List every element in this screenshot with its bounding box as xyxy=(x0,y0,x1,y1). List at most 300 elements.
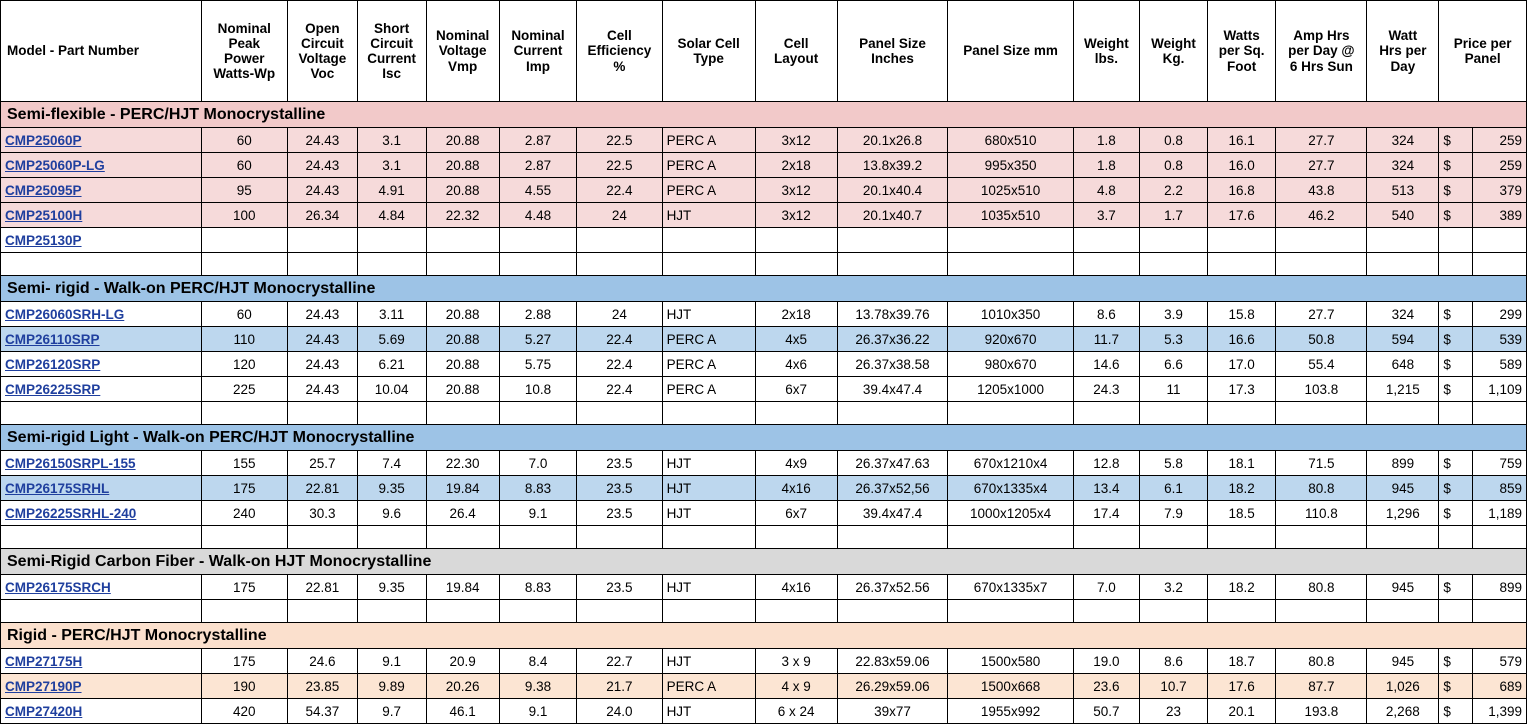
cell-value: 240 xyxy=(201,501,287,526)
section-title: Rigid - PERC/HJT Monocrystalline xyxy=(1,623,1527,649)
cell-value: 4.55 xyxy=(499,178,577,203)
column-header-line: Cell xyxy=(783,35,809,51)
cell-value: 22.83x59.06 xyxy=(837,649,948,674)
column-header-line: Foot xyxy=(1226,58,1257,74)
cell-value: 1,296 xyxy=(1367,501,1439,526)
cell-value: 26.4 xyxy=(426,501,499,526)
spacer-cell xyxy=(1367,253,1439,276)
spacer-cell xyxy=(1073,526,1139,549)
cell-value: 5.75 xyxy=(499,352,577,377)
cell-value: 60 xyxy=(201,128,287,153)
cell-value: 23.6 xyxy=(1073,674,1139,699)
price-value: 589 xyxy=(1472,352,1526,377)
cell-value: 18.7 xyxy=(1207,649,1276,674)
cell-value: 2x18 xyxy=(755,302,837,327)
cell-value: 26.29x59.06 xyxy=(837,674,948,699)
cell-value: 22.7 xyxy=(577,649,662,674)
currency-symbol: $ xyxy=(1439,327,1472,352)
column-header-16 xyxy=(1439,1,1527,102)
cell-value: 24.6 xyxy=(288,649,358,674)
cell-value xyxy=(288,228,358,253)
cell-value: 87.7 xyxy=(1276,674,1367,699)
spacer-cell xyxy=(1439,600,1472,623)
cell-value: 16.1 xyxy=(1207,128,1276,153)
spacer-cell xyxy=(1073,600,1139,623)
table-row xyxy=(1,178,1527,203)
cell-value: 24 xyxy=(577,203,662,228)
spacer-cell xyxy=(837,600,948,623)
table-body xyxy=(1,102,1527,724)
section-title: Semi-flexible - PERC/HJT Monocrystalline xyxy=(1,102,1527,128)
price-value: 539 xyxy=(1472,327,1526,352)
spacer-cell xyxy=(1,253,202,276)
cell-value: 1,215 xyxy=(1367,377,1439,402)
cell-value: 24.43 xyxy=(288,327,358,352)
table-row xyxy=(1,327,1527,352)
cell-value: 2.88 xyxy=(499,302,577,327)
cell-value: 50.8 xyxy=(1276,327,1367,352)
column-header-line: Model - Part Number xyxy=(7,43,140,59)
cell-value: 9.35 xyxy=(357,476,426,501)
cell-value: HJT xyxy=(662,203,755,228)
column-header-2 xyxy=(288,1,358,102)
currency-symbol: $ xyxy=(1439,575,1472,600)
cell-value: 60 xyxy=(201,302,287,327)
cell-value: 11 xyxy=(1140,377,1208,402)
cell-value: 670x1335x4 xyxy=(948,476,1073,501)
table-row xyxy=(1,699,1527,724)
cell-value: 18.1 xyxy=(1207,451,1276,476)
model-part-number-link[interactable]: CMP26175SRCH xyxy=(1,575,202,600)
cell-value: 26.37x52,56 xyxy=(837,476,948,501)
cell-value: 190 xyxy=(201,674,287,699)
column-header-line: Imp xyxy=(525,58,550,74)
spacer-cell xyxy=(288,600,358,623)
currency-symbol: $ xyxy=(1439,352,1472,377)
cell-value: 23 xyxy=(1140,699,1208,724)
cell-value: 2.87 xyxy=(499,153,577,178)
column-header-line: Nominal xyxy=(217,20,271,36)
cell-value: 8.83 xyxy=(499,476,577,501)
cell-value: 680x510 xyxy=(948,128,1073,153)
column-header-line: Current xyxy=(367,51,417,66)
cell-value xyxy=(755,228,837,253)
cell-value: 3.2 xyxy=(1140,575,1208,600)
section-title: Semi-Rigid Carbon Fiber - Walk-on HJT Monocrystalline xyxy=(1,549,1527,575)
currency-symbol: $ xyxy=(1439,649,1472,674)
cell-value: 20.26 xyxy=(426,674,499,699)
spacer-row xyxy=(1,253,1527,276)
column-header-line: Panel Size mm xyxy=(963,43,1058,59)
spacer-cell xyxy=(577,402,662,425)
spacer-cell xyxy=(357,253,426,276)
cell-value: 80.8 xyxy=(1276,575,1367,600)
cell-value: 15.8 xyxy=(1207,302,1276,327)
cell-value: 20.9 xyxy=(426,649,499,674)
cell-value: 155 xyxy=(201,451,287,476)
currency-symbol: $ xyxy=(1439,377,1472,402)
cell-value: 19.84 xyxy=(426,476,499,501)
spacer-cell xyxy=(426,402,499,425)
column-header-4 xyxy=(426,1,499,102)
cell-value: 9.1 xyxy=(499,699,577,724)
cell-value: 4x6 xyxy=(755,352,837,377)
cell-value: 24.0 xyxy=(577,699,662,724)
spacer-cell xyxy=(288,526,358,549)
spacer-cell xyxy=(1140,402,1208,425)
cell-value xyxy=(1207,228,1276,253)
model-part-number-link[interactable]: CMP27175H xyxy=(1,649,202,674)
cell-value: 980x670 xyxy=(948,352,1073,377)
cell-value: 22.32 xyxy=(426,203,499,228)
cell-value: 46.1 xyxy=(426,699,499,724)
currency-symbol: $ xyxy=(1439,203,1472,228)
cell-value: 1,026 xyxy=(1367,674,1439,699)
cell-value: 995x350 xyxy=(948,153,1073,178)
column-header-13 xyxy=(1207,1,1276,102)
cell-value: HJT xyxy=(662,302,755,327)
column-header-6 xyxy=(577,1,662,102)
cell-value: 540 xyxy=(1367,203,1439,228)
cell-value: 420 xyxy=(201,699,287,724)
model-part-number-link[interactable]: CMP25130P xyxy=(1,228,202,253)
cell-value: 8.6 xyxy=(1140,649,1208,674)
cell-value: 1.8 xyxy=(1073,153,1139,178)
cell-value: 6.6 xyxy=(1140,352,1208,377)
column-header-line: % xyxy=(613,58,626,74)
cell-value xyxy=(837,228,948,253)
price-value: 759 xyxy=(1472,451,1526,476)
spacer-cell xyxy=(1,600,202,623)
cell-value: 110.8 xyxy=(1276,501,1367,526)
spacer-cell xyxy=(1472,600,1526,623)
cell-value: 27.7 xyxy=(1276,302,1367,327)
cell-value: 1000x1205x4 xyxy=(948,501,1073,526)
column-header-line: Isc xyxy=(382,66,402,82)
spacer-cell xyxy=(357,402,426,425)
spacer-cell xyxy=(426,600,499,623)
cell-value: 10.04 xyxy=(357,377,426,402)
spacer-cell xyxy=(577,600,662,623)
cell-value: 9.38 xyxy=(499,674,577,699)
cell-value: 20.1 xyxy=(1207,699,1276,724)
price-value: 1,109 xyxy=(1472,377,1526,402)
cell-value: 23.5 xyxy=(577,451,662,476)
cell-value: 20.88 xyxy=(426,352,499,377)
spacer-cell xyxy=(1207,600,1276,623)
cell-value xyxy=(499,228,577,253)
cell-value: 22.5 xyxy=(577,153,662,178)
cell-value: 175 xyxy=(201,649,287,674)
spacer-cell xyxy=(837,402,948,425)
spacer-cell xyxy=(288,402,358,425)
model-part-number-link[interactable]: CMP25095P xyxy=(1,178,202,203)
table-header xyxy=(1,1,1527,102)
currency-symbol xyxy=(1439,228,1472,253)
section-title: Semi-rigid Light - Walk-on PERC/HJT Monocrystalline xyxy=(1,425,1527,451)
model-part-number-link[interactable]: CMP27190P xyxy=(1,674,202,699)
spacer-cell xyxy=(201,402,287,425)
spacer-row xyxy=(1,526,1527,549)
cell-value: 16.8 xyxy=(1207,178,1276,203)
cell-value: 7.0 xyxy=(1073,575,1139,600)
spacer-cell xyxy=(426,526,499,549)
cell-value: 2.2 xyxy=(1140,178,1208,203)
section-header-row xyxy=(1,425,1527,451)
cell-value: 10.8 xyxy=(499,377,577,402)
price-value: 1,399 xyxy=(1472,699,1526,724)
cell-value: PERC A xyxy=(662,128,755,153)
cell-value: 2.87 xyxy=(499,128,577,153)
column-header-line: Weight xyxy=(1151,35,1196,51)
cell-value: HJT xyxy=(662,451,755,476)
spacer-cell xyxy=(948,600,1073,623)
table-row xyxy=(1,674,1527,699)
column-header-line: Peak xyxy=(228,35,261,51)
cell-value: 26.37x52.56 xyxy=(837,575,948,600)
cell-value: 4.84 xyxy=(357,203,426,228)
cell-value xyxy=(662,228,755,253)
spacer-cell xyxy=(1140,253,1208,276)
cell-value: 24.3 xyxy=(1073,377,1139,402)
cell-value: 175 xyxy=(201,575,287,600)
cell-value: 30.3 xyxy=(288,501,358,526)
cell-value: 26.37x38.58 xyxy=(837,352,948,377)
cell-value: 17.4 xyxy=(1073,501,1139,526)
model-part-number-link[interactable]: CMP25060P xyxy=(1,128,202,153)
cell-value: 39.4x47.4 xyxy=(837,377,948,402)
cell-value: 6.21 xyxy=(357,352,426,377)
price-value xyxy=(1472,228,1526,253)
cell-value: 120 xyxy=(201,352,287,377)
cell-value: 5.3 xyxy=(1140,327,1208,352)
cell-value: 23.5 xyxy=(577,476,662,501)
column-header-line: Nominal xyxy=(435,28,490,44)
cell-value: 25.7 xyxy=(288,451,358,476)
cell-value: 3x12 xyxy=(755,178,837,203)
table-row xyxy=(1,501,1527,526)
cell-value: 22.81 xyxy=(288,575,358,600)
table-row xyxy=(1,302,1527,327)
cell-value xyxy=(357,228,426,253)
table-row xyxy=(1,575,1527,600)
cell-value: 1.7 xyxy=(1140,203,1208,228)
cell-value: 670x1335x7 xyxy=(948,575,1073,600)
spacer-cell xyxy=(1472,402,1526,425)
cell-value xyxy=(577,228,662,253)
cell-value: 24.43 xyxy=(288,302,358,327)
spacer-cell xyxy=(755,253,837,276)
spacer-cell xyxy=(1207,402,1276,425)
cell-value: 7.0 xyxy=(499,451,577,476)
cell-value: 5.8 xyxy=(1140,451,1208,476)
spacer-cell xyxy=(1367,526,1439,549)
model-part-number-link[interactable]: CMP26120SRP xyxy=(1,352,202,377)
cell-value: 1500x580 xyxy=(948,649,1073,674)
spacer-cell xyxy=(1140,600,1208,623)
cell-value: 19.84 xyxy=(426,575,499,600)
model-part-number-link[interactable]: CMP26150SRPL-155 xyxy=(1,451,202,476)
cell-value: 22.4 xyxy=(577,327,662,352)
spacer-cell xyxy=(201,526,287,549)
cell-value: 945 xyxy=(1367,575,1439,600)
model-part-number-link[interactable]: CMP26175SRHL xyxy=(1,476,202,501)
model-part-number-link[interactable]: CMP25060P-LG xyxy=(1,153,202,178)
table-row xyxy=(1,649,1527,674)
cell-value: 1955x992 xyxy=(948,699,1073,724)
model-part-number-link[interactable]: CMP26060SRH-LG xyxy=(1,302,202,327)
cell-value: 100 xyxy=(201,203,287,228)
table-row xyxy=(1,352,1527,377)
cell-value: 225 xyxy=(201,377,287,402)
spacer-cell xyxy=(1472,253,1526,276)
column-header-line: Type xyxy=(693,51,724,66)
cell-value: HJT xyxy=(662,575,755,600)
cell-value: 22.4 xyxy=(577,178,662,203)
column-header-0 xyxy=(1,1,202,102)
cell-value: 594 xyxy=(1367,327,1439,352)
spacer-cell xyxy=(499,600,577,623)
spacer-cell xyxy=(837,253,948,276)
cell-value xyxy=(201,228,287,253)
spacer-cell xyxy=(948,526,1073,549)
cell-value: HJT xyxy=(662,501,755,526)
cell-value: 324 xyxy=(1367,153,1439,178)
cell-value: 4.8 xyxy=(1073,178,1139,203)
spacer-cell xyxy=(1367,600,1439,623)
cell-value xyxy=(1276,228,1367,253)
spacer-cell xyxy=(1,526,202,549)
table-row xyxy=(1,153,1527,178)
spacer-cell xyxy=(357,526,426,549)
cell-value: 3.9 xyxy=(1140,302,1208,327)
column-header-line: Circuit xyxy=(301,35,344,51)
currency-symbol: $ xyxy=(1439,451,1472,476)
cell-value: 20.88 xyxy=(426,128,499,153)
cell-value: 16.6 xyxy=(1207,327,1276,352)
cell-value: 20.88 xyxy=(426,302,499,327)
cell-value: 14.6 xyxy=(1073,352,1139,377)
cell-value: 27.7 xyxy=(1276,153,1367,178)
cell-value: 17.6 xyxy=(1207,203,1276,228)
cell-value: 9.89 xyxy=(357,674,426,699)
spacer-cell xyxy=(755,600,837,623)
cell-value xyxy=(1073,228,1139,253)
spacer-cell xyxy=(288,253,358,276)
cell-value: 1025x510 xyxy=(948,178,1073,203)
cell-value: 9.35 xyxy=(357,575,426,600)
cell-value: 9.1 xyxy=(499,501,577,526)
spacer-cell xyxy=(499,526,577,549)
cell-value: 24 xyxy=(577,302,662,327)
currency-symbol: $ xyxy=(1439,501,1472,526)
cell-value: 1.8 xyxy=(1073,128,1139,153)
cell-value: 4x16 xyxy=(755,476,837,501)
spacer-cell xyxy=(948,402,1073,425)
spacer-cell xyxy=(577,253,662,276)
currency-symbol: $ xyxy=(1439,178,1472,203)
column-header-line: Efficiency xyxy=(587,43,652,59)
column-header-line: lbs. xyxy=(1094,51,1119,66)
cell-value: 13.4 xyxy=(1073,476,1139,501)
column-header-line: Circuit xyxy=(370,35,414,51)
price-value: 579 xyxy=(1472,649,1526,674)
cell-value: 71.5 xyxy=(1276,451,1367,476)
price-value: 259 xyxy=(1472,153,1526,178)
spacer-cell xyxy=(1276,600,1367,623)
spacer-cell xyxy=(426,253,499,276)
column-header-line: Watts-Wp xyxy=(213,66,276,82)
price-value: 389 xyxy=(1472,203,1526,228)
cell-value xyxy=(426,228,499,253)
model-part-number-link[interactable]: CMP26110SRP xyxy=(1,327,202,352)
column-header-line: Inches xyxy=(871,51,914,66)
currency-symbol: $ xyxy=(1439,153,1472,178)
cell-value: 920x670 xyxy=(948,327,1073,352)
column-header-line: Current xyxy=(513,43,563,59)
cell-value: 95 xyxy=(201,178,287,203)
cell-value: 4x5 xyxy=(755,327,837,352)
cell-value: 39.4x47.4 xyxy=(837,501,948,526)
column-header-line: Panel Size xyxy=(859,35,926,51)
cell-value: 7.4 xyxy=(357,451,426,476)
table-row xyxy=(1,377,1527,402)
spacer-cell xyxy=(1367,402,1439,425)
cell-value: 17.3 xyxy=(1207,377,1276,402)
cell-value: 3x12 xyxy=(755,203,837,228)
cell-value: 7.9 xyxy=(1140,501,1208,526)
cell-value: 670x1210x4 xyxy=(948,451,1073,476)
model-part-number-link[interactable]: CMP25100H xyxy=(1,203,202,228)
section-title: Semi- rigid - Walk-on PERC/HJT Monocrystalline xyxy=(1,276,1527,302)
column-header-line: Power xyxy=(224,51,265,66)
cell-value: PERC A xyxy=(662,178,755,203)
spacer-cell xyxy=(1439,526,1472,549)
column-header-line: Watts xyxy=(1223,28,1260,44)
column-header-line: Price per xyxy=(1453,35,1512,51)
cell-value: 11.7 xyxy=(1073,327,1139,352)
column-header-8 xyxy=(755,1,837,102)
cell-value: 8.83 xyxy=(499,575,577,600)
column-header-3 xyxy=(357,1,426,102)
price-value: 689 xyxy=(1472,674,1526,699)
model-part-number-link[interactable]: CMP27420H xyxy=(1,699,202,724)
cell-value: 20.1x26.8 xyxy=(837,128,948,153)
column-header-line: Layout xyxy=(774,51,819,66)
cell-value: 513 xyxy=(1367,178,1439,203)
cell-value: 24.43 xyxy=(288,153,358,178)
cell-value: 17.6 xyxy=(1207,674,1276,699)
column-header-line: Nominal xyxy=(511,28,565,44)
cell-value: 648 xyxy=(1367,352,1439,377)
column-header-line: per Sq. xyxy=(1218,43,1265,59)
cell-value: 1500x668 xyxy=(948,674,1073,699)
section-header-row xyxy=(1,549,1527,575)
model-part-number-link[interactable]: CMP26225SRP xyxy=(1,377,202,402)
cell-value: 4x16 xyxy=(755,575,837,600)
column-header-line: Open xyxy=(305,20,340,36)
cell-value: 13.8x39.2 xyxy=(837,153,948,178)
spacer-cell xyxy=(1439,253,1472,276)
model-part-number-link[interactable]: CMP26225SRHL-240 xyxy=(1,501,202,526)
column-header-line: Hrs per xyxy=(1379,43,1427,59)
cell-value: 20.88 xyxy=(426,327,499,352)
spacer-row xyxy=(1,600,1527,623)
cell-value: 46.2 xyxy=(1276,203,1367,228)
column-header-line: Kg. xyxy=(1162,51,1185,66)
spacer-cell xyxy=(201,253,287,276)
cell-value: HJT xyxy=(662,476,755,501)
